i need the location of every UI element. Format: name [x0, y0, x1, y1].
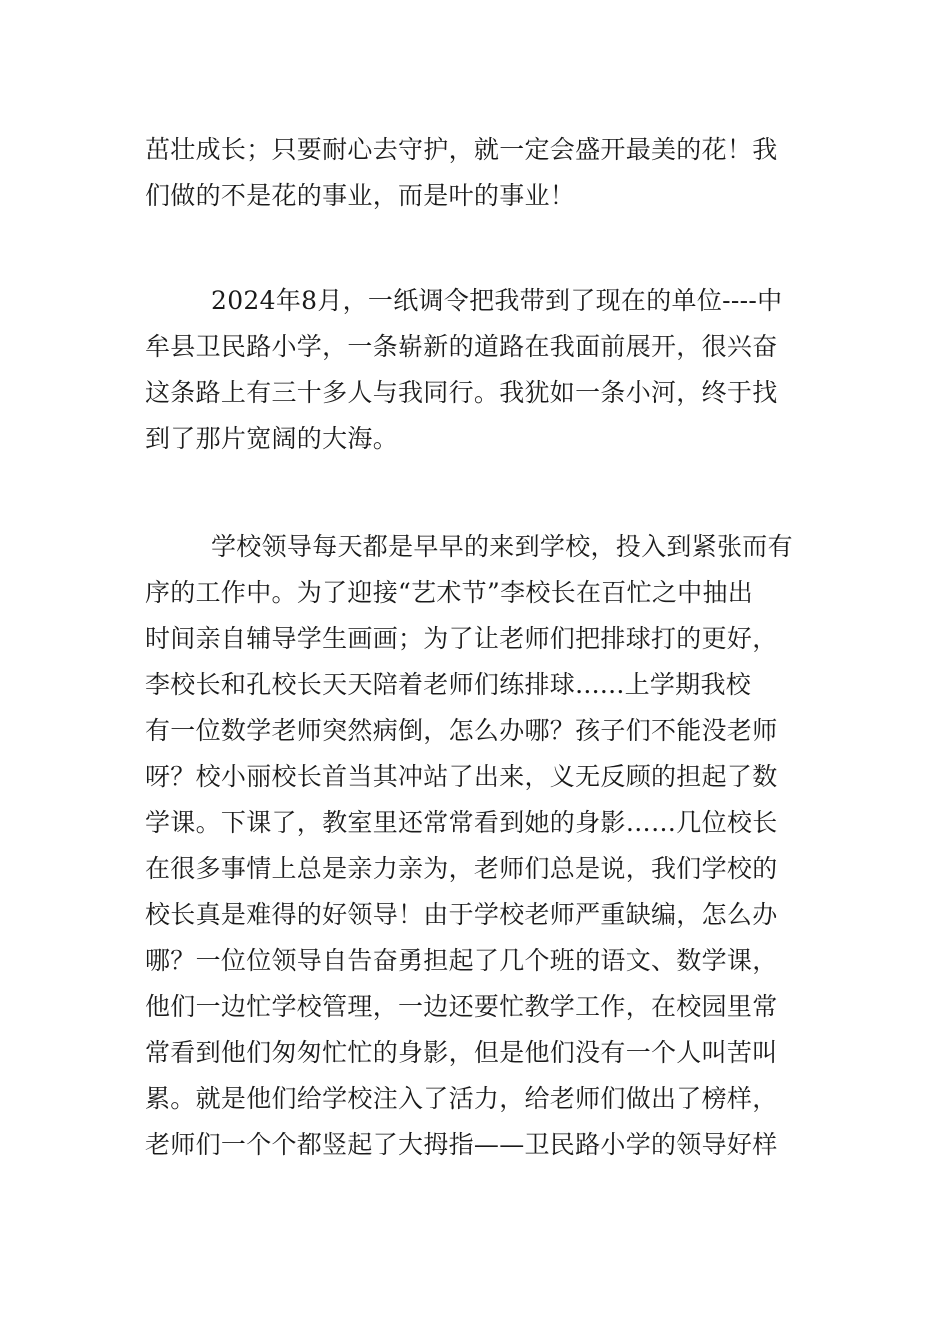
text-line: 呀？校小丽校长首当其冲站了出来，义无反顾的担起了数 — [145, 762, 778, 791]
text-line: 序的工作中。为了迎接“艺术节”李校长在百忙之中抽出 — [145, 578, 754, 607]
text-line: 学校领导每天都是早早的来到学校，投入到紧张而有 — [211, 532, 793, 561]
text-line: 老师们一个个都竖起了大拇指——卫民路小学的领导好样 — [145, 1130, 778, 1159]
text-line: 有一位数学老师突然病倒，怎么办哪？孩子们不能没老师 — [145, 716, 778, 745]
text-line: 牟县卫民路小学，一条崭新的道路在我面前展开，很兴奋 — [145, 332, 778, 361]
text-line: 到了那片宽阔的大海。 — [145, 424, 399, 453]
text-line: 学课。下课了，教室里还常常看到她的身影……几位校长 — [145, 808, 778, 837]
paragraph-1 — [145, 127, 810, 219]
text-line: 累。就是他们给学校注入了活力，给老师们做出了榜样， — [145, 1084, 778, 1113]
text-line: 们做的不是花的事业，而是叶的事业！ — [145, 181, 576, 210]
paragraph-2 — [145, 278, 810, 462]
text-line: 在很多事情上总是亲力亲为，老师们总是说，我们学校的 — [145, 854, 778, 883]
text-line: 他们一边忙学校管理，一边还要忙教学工作，在校园里常 — [145, 992, 778, 1021]
text-line: 哪？一位位领导自告奋勇担起了几个班的语文、数学课， — [145, 946, 778, 975]
paragraph-3 — [145, 524, 810, 1168]
text-line: 常看到他们匆匆忙忙的身影，但是他们没有一个人叫苦叫 — [145, 1038, 778, 1067]
text-line: 李校长和孔校长天天陪着老师们练排球......上学期我校 — [145, 670, 752, 699]
text-line: 校长真是难得的好领导！由于学校老师严重缺编，怎么办 — [145, 900, 778, 929]
text-line: 这条路上有三十多人与我同行。我犹如一条小河，终于找 — [145, 378, 778, 407]
text-line: 茁壮成长；只要耐心去守护，就一定会盛开最美的花！我 — [145, 135, 778, 164]
text-line: 时间亲自辅导学生画画；为了让老师们把排球打的更好， — [145, 624, 778, 653]
text-line: 2024年8月，一纸调令把我带到了现在的单位----中 — [211, 286, 783, 315]
